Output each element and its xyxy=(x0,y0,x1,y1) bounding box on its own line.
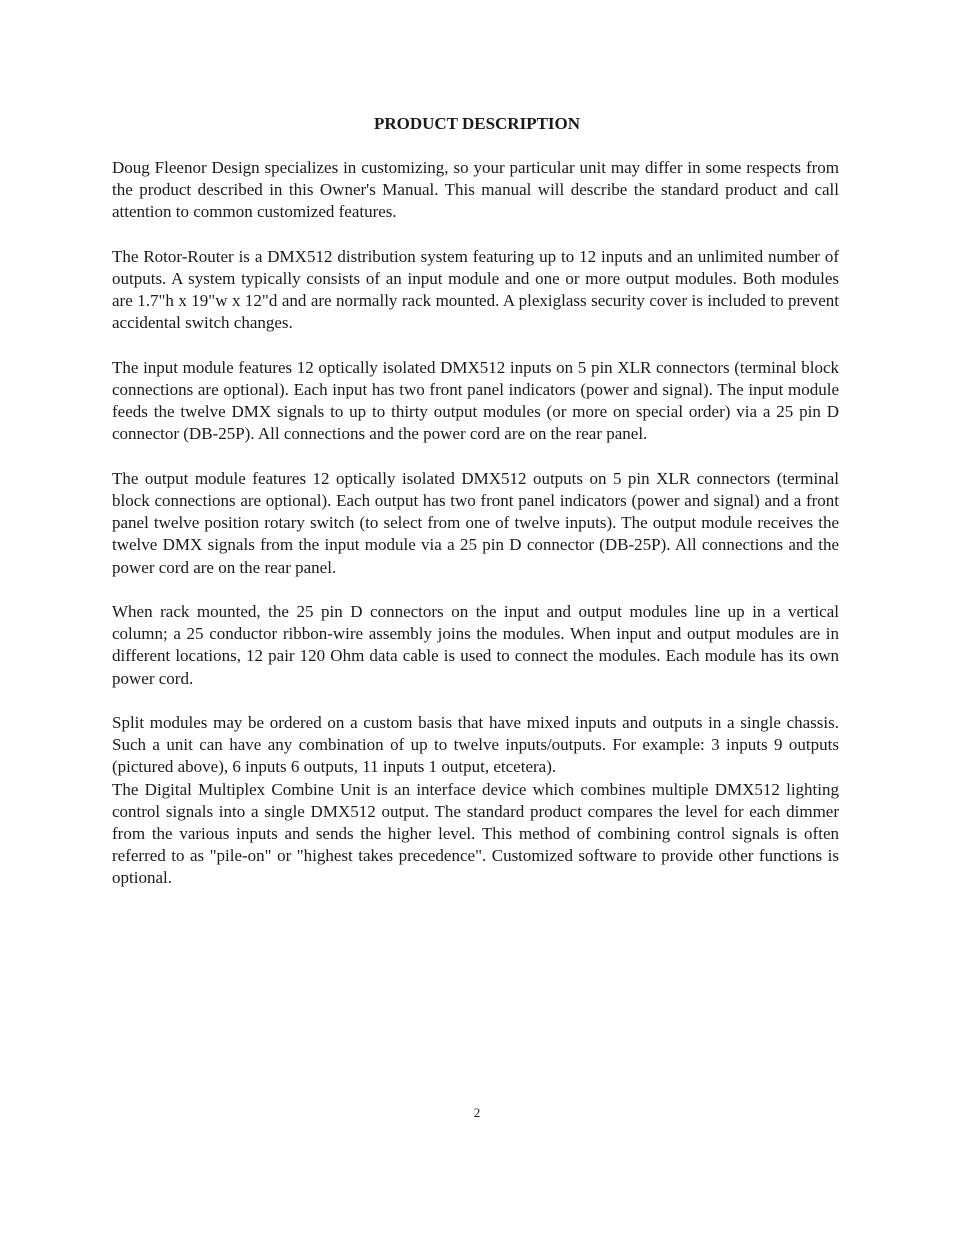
paragraph-intro: Doug Fleenor Design specializes in customizing, so your particular unit may differ in some respects from the product described in this Owner's Manual. This manual will describe the standard product and call attention to common customized features. xyxy=(112,158,839,222)
page-title: PRODUCT DESCRIPTION xyxy=(373,114,581,133)
paragraph-input-module: The input module features 12 optically isolated DMX512 inputs on 5 pin XLR connectors (terminal block connections are optional). Each input has two front panel indicators (power and signal). The input module feeds the twelve DMX signals to up to thirty output modules (or more on special order) via a 25 pin D connector (DB-25P). All connections and the power cord are on the rear panel. xyxy=(112,357,839,444)
paragraph-combine-unit: The Digital Multiplex Combine Unit is an interface device which combines multiple DMX512 lighting control signals into a single DMX512 output. The standard product compares the level for each dimmer from the various inputs and sends the higher level. This method of combining control signals is often referred to as "pile-on" or "highest takes precedence". Customized software to provide other functions is optional. xyxy=(112,779,839,888)
body-text xyxy=(112,157,839,912)
paragraph-output-module: The output module features 12 optically isolated DMX512 outputs on 5 pin XLR connectors (terminal block connections are optional). Each output has two front panel indicators (power and signal) and a front panel twelve position rotary switch (to select from one of twelve inputs). The output module receives the twelve DMX signals from the input module via a 25 pin D connector (DB-25P). All connections and the power cord are on the rear panel. xyxy=(112,468,839,577)
paragraph-rack-mounting: When rack mounted, the 25 pin D connectors on the input and output modules line up in a vertical column; a 25 conductor ribbon-wire assembly joins the modules. When input and output modules are in different locations, 12 pair 120 Ohm data cable is used to connect the modules. Each module has its own power cord. xyxy=(112,602,839,688)
page-number: 2 xyxy=(473,1105,481,1120)
paragraph-rotor-router: The Rotor-Router is a DMX512 distribution system featuring up to 12 inputs and an unlimited number of outputs. A system typically consists of an input module and one or more output modules. Both modules are 1.7"h x 19"w x 12"d and are normally rack mounted. A plexiglass security cover is included to prevent accidental switch changes. xyxy=(112,246,839,333)
paragraph-split-modules: Split modules may be ordered on a custom basis that have mixed inputs and outputs in a single chassis. Such a unit can have any combination of up to twelve inputs/outputs. For example: 3 inputs 9 outputs (pictured above), 6 inputs 6 outputs, 11 inputs 1 output, etcetera). xyxy=(112,713,839,777)
